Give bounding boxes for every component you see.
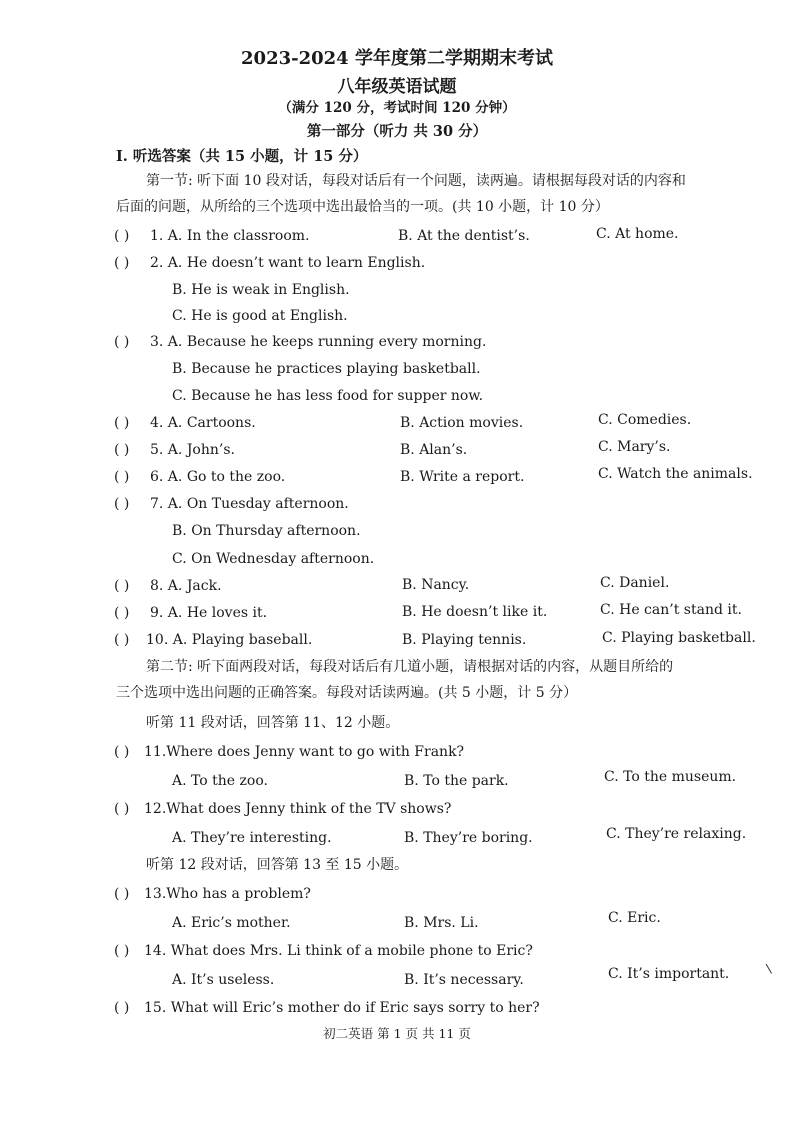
answer-blank[interactable]: ( ) — [114, 632, 130, 648]
sub1-instruction-line2: 后面的问题，从所给的三个选项中选出最恰当的一项。(共 10 小题，计 10 分） — [116, 199, 609, 215]
question-11: 11.Where does Jenny want to go with Frank? — [144, 744, 465, 760]
question-8-option-b: B. Nancy. — [402, 577, 470, 593]
question-6-option-c: C. Watch the animals. — [598, 466, 753, 482]
question-11-option-a: A. To the zoo. — [172, 773, 268, 789]
question-9-option-b: B. He doesn’t like it. — [402, 604, 548, 620]
question-7-option-b: B. On Thursday afternoon. — [172, 523, 361, 539]
question-4-option-b: B. Action movies. — [400, 415, 524, 431]
answer-blank[interactable]: ( ) — [114, 442, 130, 458]
question-8: 8. A. Jack. — [150, 578, 222, 594]
question-4: 4. A. Cartoons. — [150, 415, 256, 431]
question-2-option-c: C. He is good at English. — [172, 308, 348, 324]
answer-blank[interactable]: ( ) — [114, 578, 130, 594]
question-14-option-c: C. It’s important. — [608, 966, 730, 982]
question-7: 7. A. On Tuesday afternoon. — [150, 496, 349, 512]
question-9: 9. A. He loves it. — [150, 605, 268, 621]
sub1-instruction-line1: 第一节: 听下面 10 段对话，每段对话后有一个问题，读两遍。请根据每段对话的内容和 — [146, 173, 686, 189]
answer-blank[interactable]: ( ) — [114, 886, 130, 902]
question-8-option-c: C. Daniel. — [600, 575, 670, 591]
question-9-option-c: C. He can’t stand it. — [600, 602, 742, 618]
dialog-12-instruction: 听第 12 段对话，回答第 13 至 15 小题。 — [146, 857, 409, 873]
question-10-option-b: B. Playing tennis. — [402, 632, 527, 648]
answer-blank[interactable]: ( ) — [114, 801, 130, 817]
question-6-option-b: B. Write a report. — [400, 469, 525, 485]
question-6: 6. A. Go to the zoo. — [150, 469, 286, 485]
question-11-option-c: C. To the museum. — [604, 769, 737, 785]
sub2-instruction-line1: 第二节: 听下面两段对话，每段对话后有几道小题，请根据对话的内容，从题目所给的 — [146, 659, 674, 675]
answer-blank[interactable]: ( ) — [114, 228, 130, 244]
question-5-option-b: B. Alan’s. — [400, 442, 468, 458]
question-2-option-b: B. He is weak in English. — [172, 282, 350, 298]
question-14-option-b: B. It’s necessary. — [404, 972, 524, 988]
section-heading: I. 听选答案（共 15 小题，计 15 分） — [116, 148, 368, 165]
question-12-option-a: A. They’re interesting. — [172, 830, 332, 846]
question-10-option-c: C. Playing basketball. — [602, 630, 756, 646]
question-15: 15. What will Eric’s mother do if Eric says sorry to her? — [144, 1000, 540, 1016]
answer-blank[interactable]: ( ) — [114, 469, 130, 485]
answer-blank[interactable]: ( ) — [114, 943, 130, 959]
exam-meta: （满分 120 分，考试时间 120 分钟） — [278, 100, 516, 116]
question-14-option-a: A. It’s useless. — [172, 972, 275, 988]
pen-mark — [766, 961, 777, 974]
answer-blank[interactable]: ( ) — [114, 1000, 130, 1016]
answer-blank[interactable]: ( ) — [114, 415, 130, 431]
page-footer: 初二英语 第 1 页 共 11 页 — [323, 1026, 471, 1041]
exam-title: 2023-2024 学年度第二学期期末考试 — [241, 48, 553, 69]
question-12-option-c: C. They’re relaxing. — [606, 826, 747, 842]
question-13: 13.Who has a problem? — [144, 886, 311, 902]
exam-subtitle: 八年级英语试题 — [337, 77, 457, 97]
question-2: 2. A. He doesn’t want to learn English. — [150, 255, 426, 271]
answer-blank[interactable]: ( ) — [114, 496, 130, 512]
answer-blank[interactable]: ( ) — [114, 744, 130, 760]
question-5: 5. A. John’s. — [150, 442, 235, 458]
question-3-option-b: B. Because he practices playing basketball. — [172, 361, 481, 377]
question-4-option-c: C. Comedies. — [598, 412, 692, 428]
question-7-option-c: C. On Wednesday afternoon. — [172, 551, 375, 567]
question-1: 1. A. In the classroom. — [150, 228, 310, 244]
question-1-option-c: C. At home. — [596, 226, 679, 242]
question-14: 14. What does Mrs. Li think of a mobile phone to Eric? — [144, 943, 533, 959]
question-3: 3. A. Because he keeps running every morning. — [150, 334, 487, 350]
part-heading: 第一部分（听力 共 30 分） — [306, 123, 488, 140]
question-13-option-c: C. Eric. — [608, 910, 661, 926]
question-3-option-c: C. Because he has less food for supper now. — [172, 388, 484, 404]
question-5-option-c: C. Mary’s. — [598, 439, 671, 455]
answer-blank[interactable]: ( ) — [114, 255, 130, 271]
sub2-instruction-line2: 三个选项中选出问题的正确答案。每段对话读两遍。(共 5 小题，计 5 分） — [116, 685, 578, 701]
question-12: 12.What does Jenny think of the TV shows? — [144, 801, 452, 817]
question-10: 10. A. Playing baseball. — [146, 632, 313, 648]
dialog-11-instruction: 听第 11 段对话，回答第 11、12 小题。 — [146, 715, 400, 731]
question-13-option-a: A. Eric’s mother. — [172, 915, 291, 931]
question-13-option-b: B. Mrs. Li. — [404, 915, 479, 931]
question-1-option-b: B. At the dentist’s. — [398, 228, 530, 244]
question-12-option-b: B. They’re boring. — [404, 830, 533, 846]
answer-blank[interactable]: ( ) — [114, 334, 130, 350]
question-11-option-b: B. To the park. — [404, 773, 509, 789]
answer-blank[interactable]: ( ) — [114, 605, 130, 621]
